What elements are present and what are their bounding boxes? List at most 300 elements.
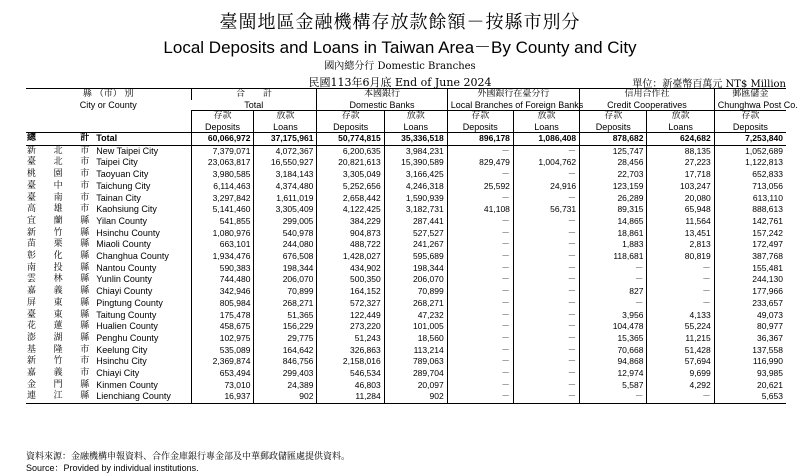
value-cell: 20,621 bbox=[714, 380, 786, 392]
value-cell: － bbox=[580, 298, 647, 310]
region-name-en: Miaoli County bbox=[96, 239, 151, 250]
value-cell: 137,558 bbox=[714, 345, 786, 357]
value-cell: 5,653 bbox=[714, 391, 786, 403]
value-cell: － bbox=[580, 391, 647, 403]
value-cell: － bbox=[580, 263, 647, 275]
value-cell: － bbox=[447, 145, 513, 157]
region-name-zh: 臺北市 bbox=[27, 157, 90, 168]
group-post-zh: 郵匯儲金 bbox=[714, 89, 786, 100]
region-name-en: Lienchiang County bbox=[93, 391, 191, 403]
group-credit-zh: 信用合作社 bbox=[580, 89, 715, 100]
subheader-en: Deposits bbox=[333, 121, 369, 132]
value-cell: 287,441 bbox=[384, 216, 447, 228]
value-cell: 3,305,409 bbox=[254, 204, 317, 216]
value-cell: 51,365 bbox=[254, 310, 317, 322]
value-cell: 89,315 bbox=[580, 204, 647, 216]
value-cell: － bbox=[513, 145, 579, 157]
table-row bbox=[26, 204, 786, 216]
region-name-en: Hualien County bbox=[96, 321, 158, 332]
value-cell: 805,984 bbox=[191, 298, 254, 310]
deposits-subheader bbox=[191, 111, 254, 133]
value-cell: 888,613 bbox=[714, 204, 786, 216]
value-cell: 3,305,049 bbox=[317, 169, 384, 181]
value-cell: 16,550,927 bbox=[254, 157, 317, 169]
region-name-zh: 嘉義市 bbox=[27, 368, 90, 379]
value-cell: 1,428,027 bbox=[317, 251, 384, 263]
value-cell: 3,297,842 bbox=[191, 193, 254, 205]
value-cell: 123,159 bbox=[580, 181, 647, 193]
table-row bbox=[26, 157, 786, 169]
deposits-subheader bbox=[714, 111, 786, 133]
value-cell: － bbox=[513, 391, 579, 403]
value-cell: － bbox=[447, 298, 513, 310]
value-cell: 1,122,813 bbox=[714, 157, 786, 169]
region-name-en: Tainan City bbox=[96, 192, 141, 203]
region-name-zh: 南投縣 bbox=[27, 262, 90, 273]
value-cell: 14,865 bbox=[580, 216, 647, 228]
value-cell: 55,224 bbox=[647, 321, 714, 333]
value-cell: 2,158,016 bbox=[317, 356, 384, 368]
value-cell: 7,253,840 bbox=[714, 133, 786, 146]
value-cell: 18,861 bbox=[580, 228, 647, 240]
value-cell: 527,527 bbox=[384, 228, 447, 240]
value-cell: 113,214 bbox=[384, 345, 447, 357]
value-cell: 22,703 bbox=[580, 169, 647, 181]
subheader-en: Loans bbox=[668, 121, 693, 132]
loans-subheader bbox=[513, 111, 579, 133]
value-cell: 198,344 bbox=[384, 263, 447, 275]
region-name-zh: 宜蘭縣 bbox=[27, 215, 90, 226]
value-cell: 535,089 bbox=[191, 345, 254, 357]
value-cell: 164,152 bbox=[317, 286, 384, 298]
region-name-en: New Taipei City bbox=[96, 145, 159, 156]
table-row bbox=[26, 193, 786, 205]
value-cell: 590,383 bbox=[191, 263, 254, 275]
loans-subheader bbox=[647, 111, 714, 133]
value-cell: 60,066,972 bbox=[191, 133, 254, 146]
table-row bbox=[26, 321, 786, 333]
value-cell: 15,365 bbox=[580, 333, 647, 345]
region-name-en: Hsinchu County bbox=[96, 227, 160, 238]
value-cell: 17,718 bbox=[647, 169, 714, 181]
value-cell: 156,229 bbox=[254, 321, 317, 333]
table-row bbox=[26, 145, 786, 157]
value-cell: 35,336,518 bbox=[384, 133, 447, 146]
value-cell: 326,863 bbox=[317, 345, 384, 357]
value-cell: 458,675 bbox=[191, 321, 254, 333]
subheader-zh: 放款 bbox=[276, 111, 295, 121]
region-name-en: Taichung City bbox=[96, 180, 151, 191]
value-cell: 13,451 bbox=[647, 228, 714, 240]
value-cell: 1,052,689 bbox=[714, 145, 786, 157]
value-cell: － bbox=[447, 274, 513, 286]
value-cell: 20,821,613 bbox=[317, 157, 384, 169]
region-name-en: Kinmen County bbox=[96, 379, 158, 390]
value-cell: 36,367 bbox=[714, 333, 786, 345]
value-cell: － bbox=[647, 391, 714, 403]
value-cell: － bbox=[447, 169, 513, 181]
value-cell: 5,252,656 bbox=[317, 181, 384, 193]
value-cell: 4,122,425 bbox=[317, 204, 384, 216]
value-cell: － bbox=[447, 251, 513, 263]
subheader-en: Deposits bbox=[462, 121, 498, 132]
region-name-en: Taoyuan City bbox=[96, 169, 149, 180]
report-date: 民國113年6月底 End of June 2024 bbox=[308, 76, 492, 89]
group-domestic-en: Domestic Banks bbox=[317, 100, 447, 111]
value-cell: 827 bbox=[580, 286, 647, 298]
subheader-zh: 存款 bbox=[741, 111, 760, 121]
deposits-subheader bbox=[317, 111, 384, 133]
value-cell: － bbox=[513, 286, 579, 298]
value-cell: 172,497 bbox=[714, 239, 786, 251]
region-name-zh: 臺南市 bbox=[27, 192, 90, 203]
value-cell: 299,403 bbox=[254, 368, 317, 380]
region-name-zh: 澎湖縣 bbox=[27, 332, 90, 343]
value-cell: 500,350 bbox=[317, 274, 384, 286]
value-cell: 1,611,019 bbox=[254, 193, 317, 205]
region-name-en: Keelung City bbox=[96, 344, 148, 355]
value-cell: － bbox=[513, 216, 579, 228]
value-cell: 20,097 bbox=[384, 380, 447, 392]
value-cell: 70,668 bbox=[580, 345, 647, 357]
value-cell: 624,682 bbox=[647, 133, 714, 146]
region-name-en: Taipei City bbox=[96, 157, 138, 168]
table-row bbox=[26, 286, 786, 298]
value-cell: 613,110 bbox=[714, 193, 786, 205]
value-cell: 878,682 bbox=[580, 133, 647, 146]
region-name-en: Chiayi County bbox=[96, 286, 153, 297]
region-name-en: Penghu County bbox=[96, 332, 159, 343]
table-row bbox=[26, 333, 786, 345]
region-name-en: Yunlin County bbox=[96, 274, 152, 285]
value-cell: 37,175,961 bbox=[254, 133, 317, 146]
value-cell: － bbox=[447, 321, 513, 333]
value-cell: 51,428 bbox=[647, 345, 714, 357]
value-cell: 268,271 bbox=[254, 298, 317, 310]
value-cell: 3,182,731 bbox=[384, 204, 447, 216]
deposits-subheader bbox=[580, 111, 647, 133]
value-cell: 268,271 bbox=[384, 298, 447, 310]
value-cell: 4,072,367 bbox=[254, 145, 317, 157]
value-cell: 652,833 bbox=[714, 169, 786, 181]
value-cell: 384,229 bbox=[317, 216, 384, 228]
value-cell: 1,004,762 bbox=[513, 157, 579, 169]
region-name-en: Pingtung County bbox=[96, 297, 163, 308]
value-cell: 20,080 bbox=[647, 193, 714, 205]
region-name-zh: 高雄市 bbox=[27, 204, 90, 215]
value-cell: 653,494 bbox=[191, 368, 254, 380]
value-cell: － bbox=[513, 193, 579, 205]
value-cell: 1,934,476 bbox=[191, 251, 254, 263]
table-row bbox=[26, 380, 786, 392]
value-cell: 94,868 bbox=[580, 356, 647, 368]
value-cell: － bbox=[447, 380, 513, 392]
region-name-en: Chiayi City bbox=[96, 368, 140, 379]
value-cell: 142,761 bbox=[714, 216, 786, 228]
value-cell: － bbox=[513, 345, 579, 357]
region-name-en: Nantou County bbox=[96, 262, 157, 273]
region-name-en: Kaohsiung City bbox=[96, 204, 157, 215]
value-cell: 4,246,318 bbox=[384, 181, 447, 193]
value-cell: 904,873 bbox=[317, 228, 384, 240]
value-cell: 789,063 bbox=[384, 356, 447, 368]
value-cell: 18,560 bbox=[384, 333, 447, 345]
value-cell: 164,642 bbox=[254, 345, 317, 357]
row-header-spacer bbox=[26, 111, 191, 133]
source-note-en: Source：Provided by individual institutions. bbox=[26, 463, 199, 473]
value-cell: － bbox=[513, 380, 579, 392]
value-cell: － bbox=[447, 310, 513, 322]
value-cell: 1,883 bbox=[580, 239, 647, 251]
subheader-zh: 存款 bbox=[471, 111, 490, 121]
group-domestic-zh: 本國銀行 bbox=[317, 89, 447, 100]
loans-subheader bbox=[254, 111, 317, 133]
value-cell: － bbox=[447, 356, 513, 368]
value-cell: 244,130 bbox=[714, 274, 786, 286]
value-cell: － bbox=[647, 263, 714, 275]
value-cell: 11,284 bbox=[317, 391, 384, 403]
value-cell: － bbox=[513, 310, 579, 322]
value-cell: 65,948 bbox=[647, 204, 714, 216]
row-header-zh: 縣 （市） 別 bbox=[82, 89, 134, 100]
subheader-en: Loans bbox=[403, 121, 428, 132]
region-name-zh: 新北市 bbox=[27, 145, 90, 156]
table-row bbox=[26, 228, 786, 240]
table-row bbox=[26, 368, 786, 380]
region-name-zh: 連江縣 bbox=[26, 391, 93, 403]
value-cell: 47,232 bbox=[384, 310, 447, 322]
value-cell: 118,681 bbox=[580, 251, 647, 263]
value-cell: 57,694 bbox=[647, 356, 714, 368]
region-name-zh: 屏東縣 bbox=[27, 297, 90, 308]
value-cell: 206,070 bbox=[254, 274, 317, 286]
value-cell: 299,005 bbox=[254, 216, 317, 228]
value-cell: 1,086,408 bbox=[513, 133, 579, 146]
value-cell: 4,292 bbox=[647, 380, 714, 392]
region-name-zh: 新竹縣 bbox=[27, 227, 90, 238]
value-cell: 5,587 bbox=[580, 380, 647, 392]
value-cell: 5,141,460 bbox=[191, 204, 254, 216]
value-cell: 829,479 bbox=[447, 157, 513, 169]
subheader-zh: 存款 bbox=[341, 111, 360, 121]
value-cell: － bbox=[447, 193, 513, 205]
subheader-zh: 放款 bbox=[537, 111, 556, 121]
region-name-zh: 桃園市 bbox=[27, 169, 90, 180]
value-cell: 3,166,425 bbox=[384, 169, 447, 181]
value-cell: － bbox=[513, 263, 579, 275]
deposits-loans-table bbox=[26, 88, 798, 404]
region-name-zh: 臺東縣 bbox=[27, 309, 90, 320]
value-cell: 177,966 bbox=[714, 286, 786, 298]
value-cell: 175,478 bbox=[191, 310, 254, 322]
value-cell: － bbox=[447, 286, 513, 298]
value-cell: － bbox=[447, 333, 513, 345]
value-cell: 155,481 bbox=[714, 263, 786, 275]
region-name-en: Yilan County bbox=[96, 215, 147, 226]
value-cell: 28,456 bbox=[580, 157, 647, 169]
value-cell: 73,010 bbox=[191, 380, 254, 392]
value-cell: 3,956 bbox=[580, 310, 647, 322]
value-cell: 16,937 bbox=[191, 391, 254, 403]
subheader-en: Deposits bbox=[732, 121, 768, 132]
value-cell: 387,768 bbox=[714, 251, 786, 263]
subtitle: 國內總分行 Domestic Branches bbox=[324, 61, 476, 72]
value-cell: 11,564 bbox=[647, 216, 714, 228]
value-cell: 3,184,143 bbox=[254, 169, 317, 181]
unit-label: 單位：新臺幣百萬元 NT$ Million bbox=[632, 79, 786, 90]
value-cell: － bbox=[447, 228, 513, 240]
value-cell: 157,242 bbox=[714, 228, 786, 240]
region-name-zh: 基隆市 bbox=[27, 344, 90, 355]
table-row bbox=[26, 169, 786, 181]
region-name-zh: 臺中市 bbox=[27, 180, 90, 191]
group-foreign-en: Local Branches of Foreign Banks bbox=[447, 100, 579, 111]
table-row bbox=[26, 181, 786, 193]
value-cell: － bbox=[447, 239, 513, 251]
value-cell: － bbox=[513, 321, 579, 333]
value-cell: － bbox=[447, 345, 513, 357]
value-cell: 102,975 bbox=[191, 333, 254, 345]
subheader-en: Deposits bbox=[595, 121, 631, 132]
group-post-en: Chunghwa Post Co. bbox=[714, 100, 786, 111]
value-cell: 12,974 bbox=[580, 368, 647, 380]
value-cell: 46,803 bbox=[317, 380, 384, 392]
value-cell: 104,478 bbox=[580, 321, 647, 333]
row-header bbox=[26, 89, 191, 111]
source-note-zh: 資料來源：金融機構申報資料、合作金庫銀行專金部及中華郵政儲匯處提供資料。 bbox=[26, 452, 351, 462]
value-cell: 2,658,442 bbox=[317, 193, 384, 205]
value-cell: 289,704 bbox=[384, 368, 447, 380]
region-name-en: Taitung County bbox=[96, 309, 157, 320]
deposits-subheader bbox=[447, 111, 513, 133]
value-cell: 24,916 bbox=[513, 181, 579, 193]
table-row bbox=[26, 216, 786, 228]
value-cell: 70,899 bbox=[254, 286, 317, 298]
group-total-zh: 合 計 bbox=[191, 89, 317, 100]
value-cell: 273,220 bbox=[317, 321, 384, 333]
value-cell: 80,819 bbox=[647, 251, 714, 263]
value-cell: － bbox=[513, 298, 579, 310]
value-cell: 342,946 bbox=[191, 286, 254, 298]
value-cell: 541,855 bbox=[191, 216, 254, 228]
value-cell: 50,774,815 bbox=[317, 133, 384, 146]
value-cell: 4,374,480 bbox=[254, 181, 317, 193]
value-cell: 546,534 bbox=[317, 368, 384, 380]
value-cell: － bbox=[513, 274, 579, 286]
value-cell: 9,699 bbox=[647, 368, 714, 380]
subheader-en: Deposits bbox=[204, 121, 240, 132]
value-cell: 93,985 bbox=[714, 368, 786, 380]
subheader-zh: 放款 bbox=[671, 111, 690, 121]
value-cell: 26,289 bbox=[580, 193, 647, 205]
value-cell: 434,902 bbox=[317, 263, 384, 275]
value-cell: 663,101 bbox=[191, 239, 254, 251]
value-cell: 41,108 bbox=[447, 204, 513, 216]
table-row bbox=[26, 263, 786, 275]
value-cell: 49,073 bbox=[714, 310, 786, 322]
value-cell: 233,657 bbox=[714, 298, 786, 310]
value-cell: 902 bbox=[254, 391, 317, 403]
table-row bbox=[26, 310, 786, 322]
value-cell: 2,813 bbox=[647, 239, 714, 251]
value-cell: 70,899 bbox=[384, 286, 447, 298]
table-row bbox=[26, 391, 786, 403]
value-cell: 11,215 bbox=[647, 333, 714, 345]
value-cell: 896,178 bbox=[447, 133, 513, 146]
table-row bbox=[26, 345, 786, 357]
loans-subheader bbox=[384, 111, 447, 133]
value-cell: 244,080 bbox=[254, 239, 317, 251]
value-cell: － bbox=[513, 169, 579, 181]
value-cell: － bbox=[447, 368, 513, 380]
value-cell: 29,775 bbox=[254, 333, 317, 345]
value-cell: － bbox=[513, 228, 579, 240]
region-name-en: Total bbox=[93, 133, 191, 146]
value-cell: － bbox=[447, 216, 513, 228]
value-cell: 80,977 bbox=[714, 321, 786, 333]
value-cell: 7,379,071 bbox=[191, 145, 254, 157]
value-cell: 1,590,939 bbox=[384, 193, 447, 205]
value-cell: － bbox=[513, 368, 579, 380]
value-cell: － bbox=[447, 263, 513, 275]
value-cell: 676,508 bbox=[254, 251, 317, 263]
region-name-zh: 雲林縣 bbox=[27, 274, 90, 285]
table-row bbox=[26, 298, 786, 310]
region-name-en: Changhua County bbox=[96, 251, 169, 262]
value-cell: － bbox=[647, 274, 714, 286]
value-cell: 27,223 bbox=[647, 157, 714, 169]
value-cell: 116,990 bbox=[714, 356, 786, 368]
value-cell: 88,135 bbox=[647, 145, 714, 157]
title-chinese: 臺閩地區金融機構存放款餘額－按縣市別分 bbox=[219, 12, 581, 33]
region-name-zh: 花蓮縣 bbox=[27, 321, 90, 332]
title-english: Local Deposits and Loans in Taiwan Area－By County and City bbox=[163, 38, 637, 57]
table-row bbox=[26, 239, 786, 251]
value-cell: 713,056 bbox=[714, 181, 786, 193]
value-cell: 595,689 bbox=[384, 251, 447, 263]
value-cell: 198,344 bbox=[254, 263, 317, 275]
subheader-en: Loans bbox=[273, 121, 298, 132]
value-cell: 846,756 bbox=[254, 356, 317, 368]
region-name-zh: 總計 bbox=[26, 133, 93, 146]
table-row-total bbox=[26, 133, 786, 146]
region-name-zh: 彰化縣 bbox=[27, 251, 90, 262]
value-cell: 744,480 bbox=[191, 274, 254, 286]
region-name-zh: 金門縣 bbox=[27, 379, 90, 390]
value-cell: 24,389 bbox=[254, 380, 317, 392]
value-cell: － bbox=[513, 356, 579, 368]
region-name-en: Hsinchu City bbox=[96, 356, 147, 367]
subheader-en: Loans bbox=[534, 121, 559, 132]
value-cell: － bbox=[447, 391, 513, 403]
value-cell: 540,978 bbox=[254, 228, 317, 240]
value-cell: 56,731 bbox=[513, 204, 579, 216]
value-cell: － bbox=[513, 239, 579, 251]
subheader-zh: 存款 bbox=[604, 111, 623, 121]
table-row bbox=[26, 274, 786, 286]
value-cell: 1,080,976 bbox=[191, 228, 254, 240]
value-cell: － bbox=[647, 298, 714, 310]
value-cell: 902 bbox=[384, 391, 447, 403]
table-row bbox=[26, 251, 786, 263]
value-cell: 6,114,463 bbox=[191, 181, 254, 193]
value-cell: 4,133 bbox=[647, 310, 714, 322]
value-cell: 125,747 bbox=[580, 145, 647, 157]
region-name-zh: 新竹市 bbox=[27, 356, 90, 367]
region-name-zh: 嘉義縣 bbox=[27, 286, 90, 297]
table-row bbox=[26, 356, 786, 368]
value-cell: 488,722 bbox=[317, 239, 384, 251]
